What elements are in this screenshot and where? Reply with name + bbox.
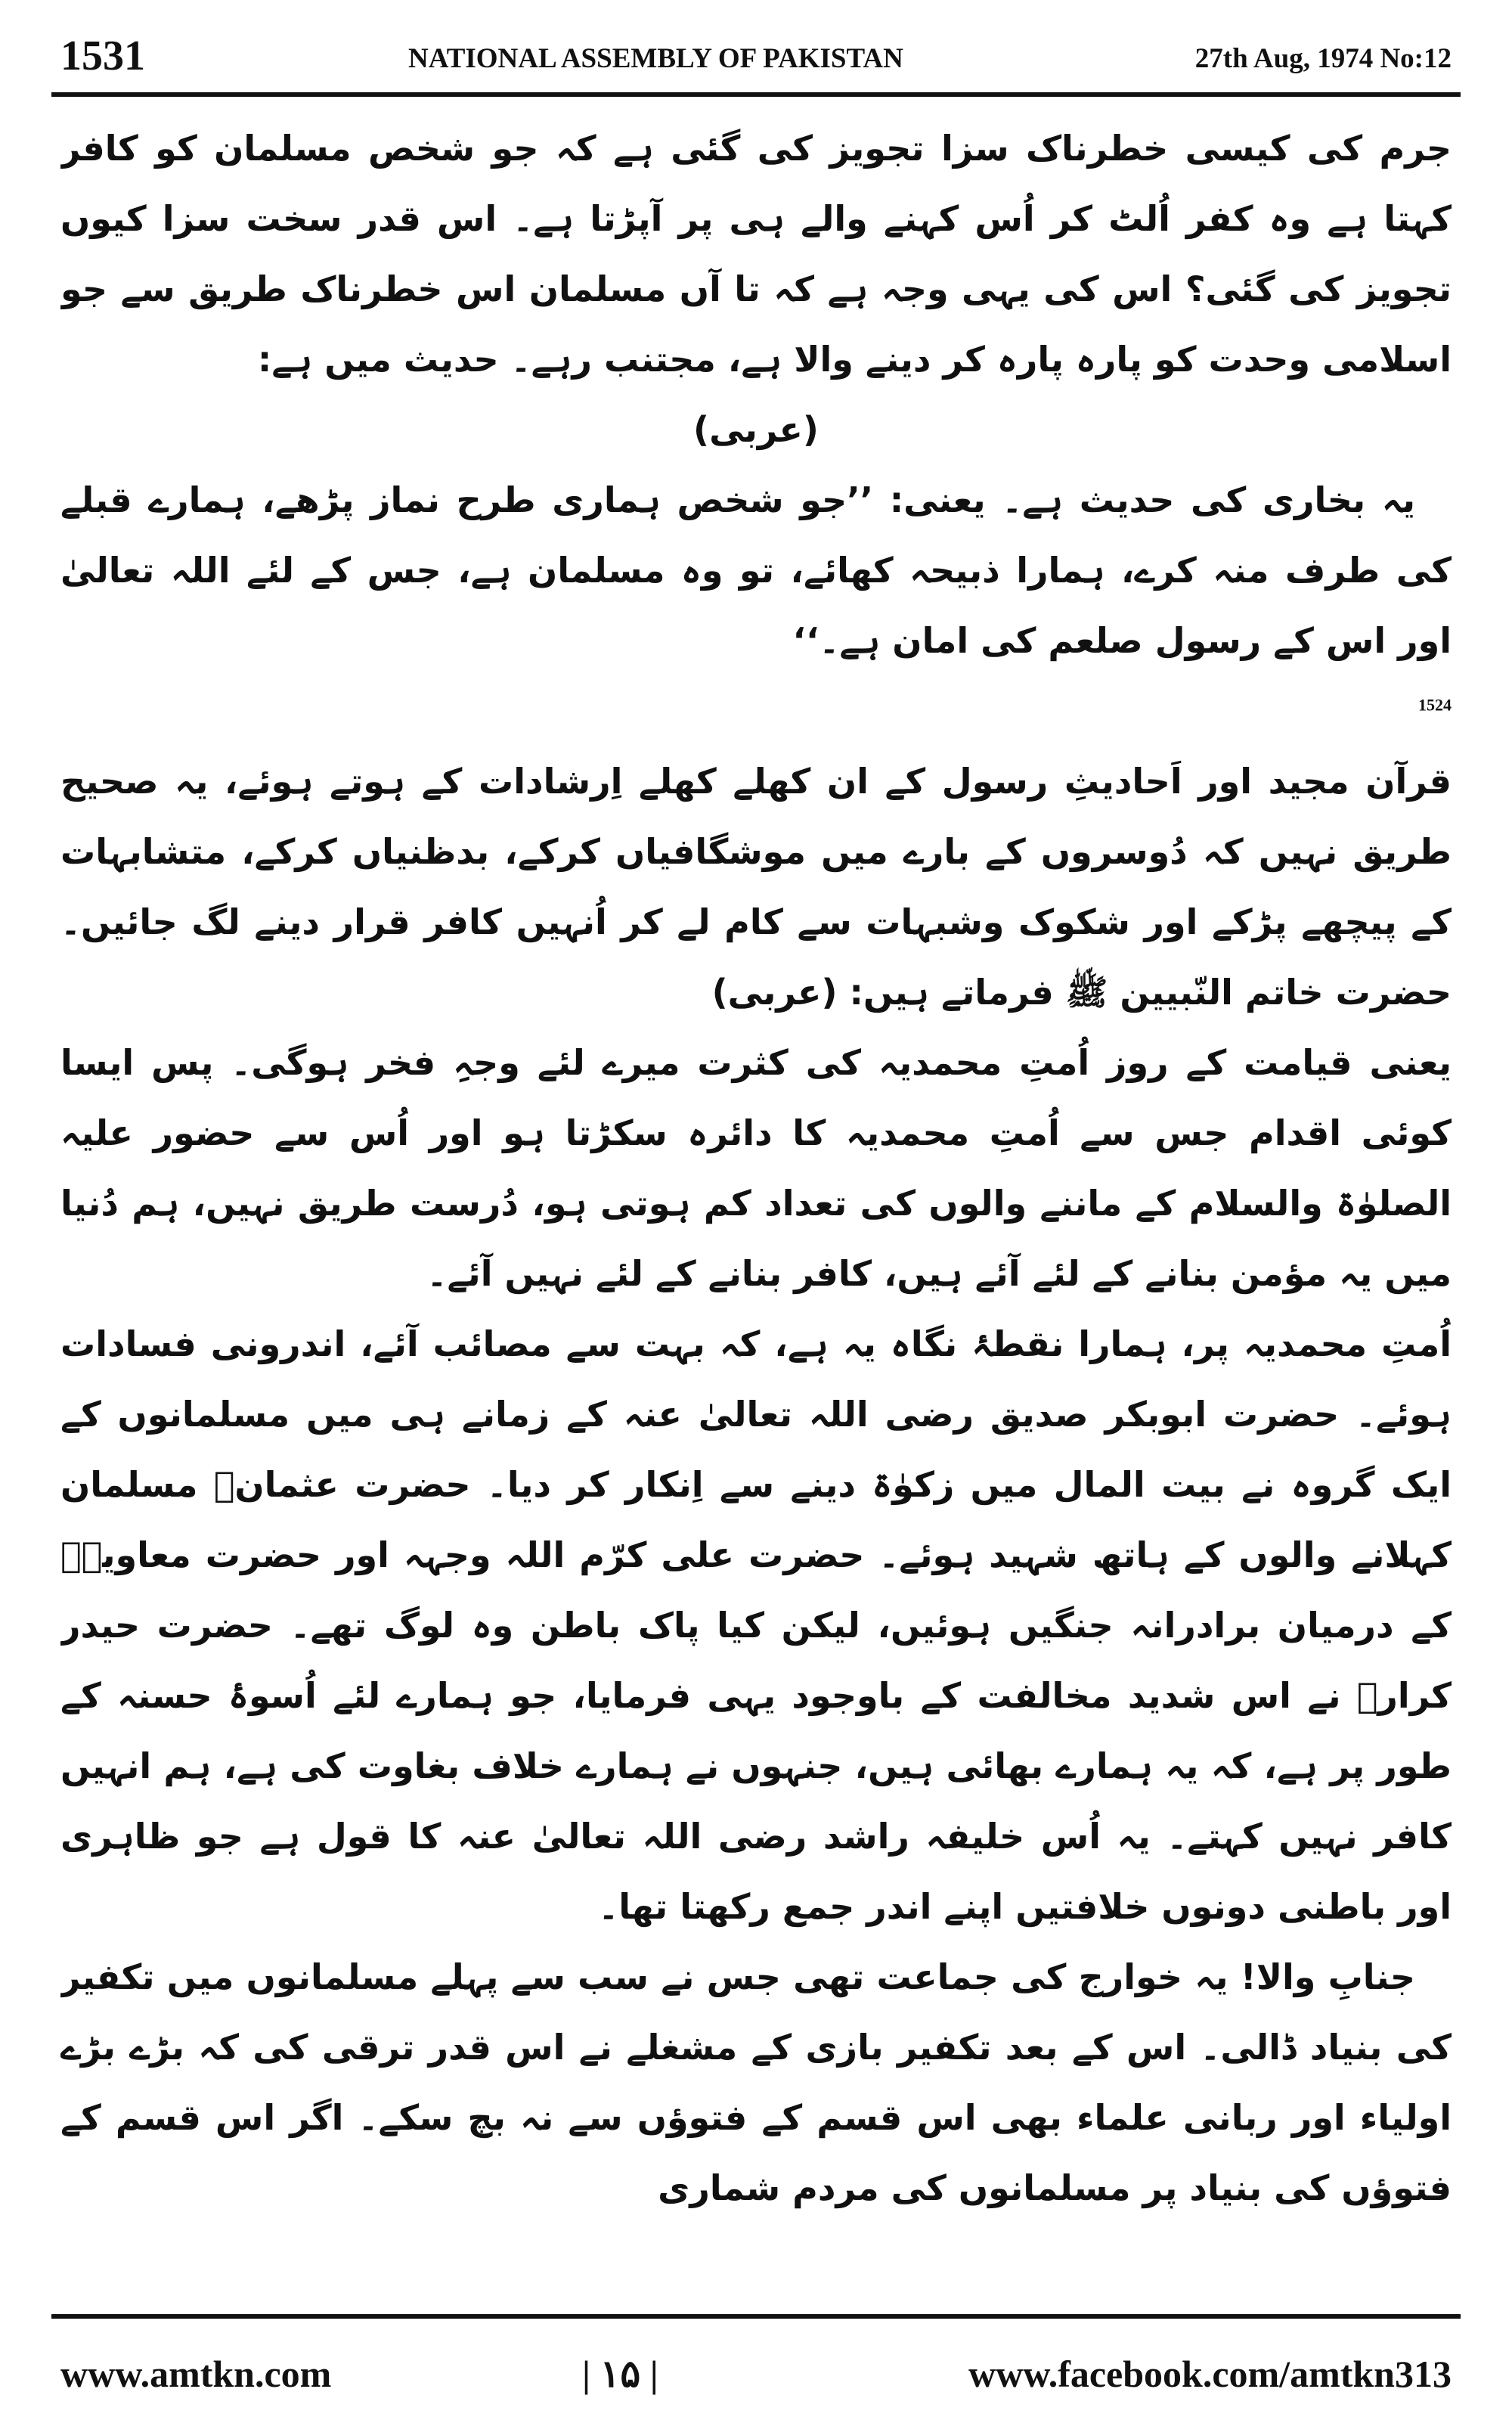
paragraph-6: جنابِ والا! یہ خوارج کی جماعت تھی جس نے سب سے پہلے مسلمانوں میں تکفیر کی بنیاد ڈالی۔ اس کے بعد تکفیر بازی کے مشغلے نے اس قدر ترقی کی کہ بڑے بڑے اولیاء اور ربانی علماء بھی اس قسم کے فتوؤں سے نہ بچ سکے۔ اگر اس قسم کے فتوؤں کی بنیاد پر مسلمانوں کی مردم شماری — [60, 1956, 1452, 2208]
website-link[interactable]: www.amtkn.com — [60, 2353, 332, 2395]
footnote-ref: 1524 — [1418, 695, 1452, 715]
paragraph-5: اُمتِ محمدیہ پر، ہمارا نقطۂ نگاہ یہ ہے، کہ بہت سے مصائب آئے، اندرونی فسادات ہوئے۔ حضرت ابوبکر صدیق رضی اللہ تعالیٰ عنہ کے زمانے ہی میں مسلمانوں کے ایک گروہ نے بیت المال میں زکوٰۃ دینے سے اِنکار کر دیا۔ حضرت عثمانؓ مسلمان کہلانے والوں کے ہاتھ شہید ہوئے۔ حضرت علی کرّم اللہ وجہہ اور حضرت معاویہؓ کے درمیان برادرانہ جنگیں ہوئیں، لیکن کیا پاک باطن وہ لوگ تھے۔ حضرت حیدر کرارؓ نے اس شدید مخالفت کے باوجود یہی فرمایا، جو ہمارے لئے اُسوۂ حسنہ کے طور پر ہے، کہ یہ ہمارے بھائی ہیں، جنہوں نے ہمارے خلاف بغاوت کی ہے، ہم انہیں کافر نہیں کہتے۔ یہ اُس خلیفہ راشد رضی اللہ تعالیٰ عنہ کا قول ہے جو ظاہری اور باطنی دونوں خلافتیں اپنے اندر جمع رکھتا تھا۔ — [60, 1323, 1452, 1927]
paragraph-3: قرآن مجید اور اَحادیثِ رسول کے ان کھلے کھلے اِرشادات کے ہوتے ہوئے، یہ صحیح طریق نہیں کہ دُوسروں کے بارے میں موشگافیاں کرکے، بدظنیاں کرکے، متشابہات کے پیچھے پڑکے اور شکوک وشبہات سے کام لے کر اُنہیں کافر قرار دینے لگ جائیں۔ حضرت خاتم النّبیین ﷺ فرماتے ہیں: (عربی) — [60, 761, 1452, 1013]
header-title: NATIONAL ASSEMBLY OF PAKISTAN — [408, 43, 903, 74]
page-footer — [60, 2352, 1452, 2405]
paragraph-1: جرم کی کیسی خطرناک سزا تجویز کی گئی ہے کہ جو شخص مسلمان کو کافر کہتا ہے وہ کفر اُلٹ کر اُس کہنے والے ہی پر آپڑتا ہے۔ اس قدر سخت سزا کیوں تجویز کی گئی؟ اس کی یہی وجہ ہے کہ تا آں مسلمان اس خطرناک طریق سے جو اسلامی وحدت کو پارہ پارہ کر دینے والا ہے، مجتنب رہے۔ حدیث میں ہے: — [60, 128, 1452, 380]
document-body — [60, 113, 1452, 2303]
paragraph-4: یعنی قیامت کے روز اُمتِ محمدیہ کی کثرت میرے لئے وجہِ فخر ہوگی۔ پس ایسا کوئی اقدام جس سے اُمتِ محمدیہ کا دائرہ سکڑتا ہو اور اُس سے حضور علیہ الصلوٰۃ والسلام کے ماننے والوں کی تعداد کم ہوتی ہو، دُرست طریق نہیں، ہم دُنیا میں یہ مؤمن بنانے کے لئے آئے ہیں، کافر بنانے کے لئے نہیں آئے۔ — [60, 1042, 1452, 1294]
page-header — [60, 32, 1452, 85]
header-date: 27th Aug, 1974 No:12 — [1194, 43, 1452, 74]
footer-page-number: | ۱۵ | — [582, 2353, 658, 2395]
facebook-link[interactable]: www.facebook.com/amtkn313 — [968, 2353, 1452, 2395]
header-divider — [51, 92, 1461, 97]
arabic-placeholder: (عربی) — [693, 409, 819, 450]
page-number: 1531 — [60, 33, 145, 79]
paragraph-2: یہ بخاری کی حدیث ہے۔ یعنی: ’’جو شخص ہماری طرح نماز پڑھے، ہمارے قبلے کی طرف منہ کرے، ہمارا ذبیحہ کھائے، تو وہ مسلمان ہے، جس کے لئے اللہ تعالیٰ اور اس کے رسول صلعم کی امان ہے۔‘‘ — [60, 479, 1452, 661]
footer-divider — [51, 2314, 1461, 2319]
